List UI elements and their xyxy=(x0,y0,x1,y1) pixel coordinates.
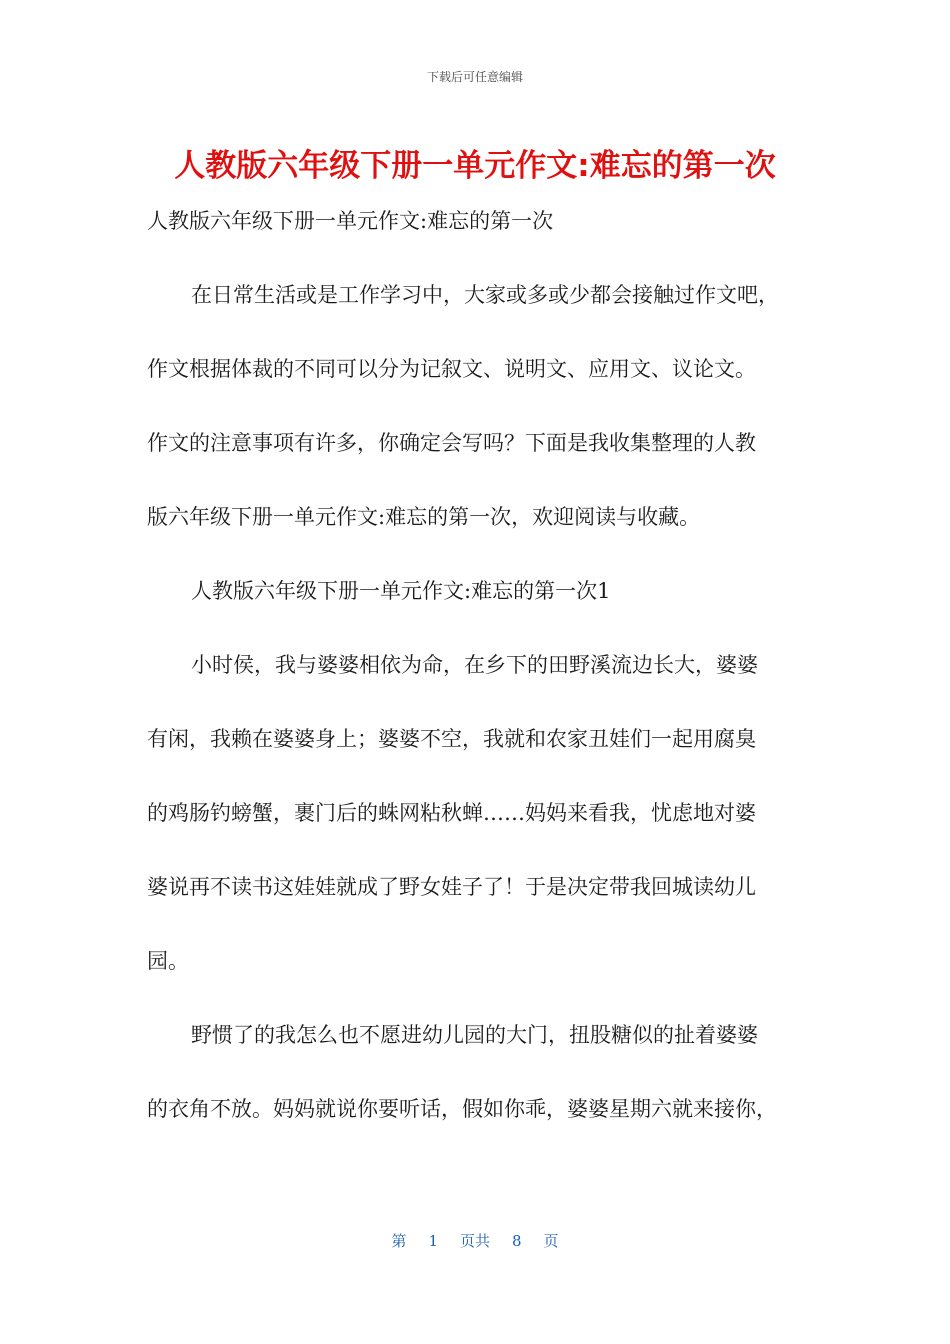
footer-ye-gong: 页共 xyxy=(459,1232,490,1250)
paragraph-line: 小时侯，我与婆婆相依为命，在乡下的田野溪流边长大，婆婆 xyxy=(191,653,758,677)
page-footer xyxy=(0,1230,950,1251)
footer-page-number: 1 xyxy=(428,1232,438,1250)
footer-di: 第 xyxy=(391,1232,407,1250)
document-body xyxy=(147,203,807,1128)
document-title: 人教版六年级下册一单元作文:难忘的第一次 xyxy=(174,148,776,184)
section-heading: 人教版六年级下册一单元作文:难忘的第一次1 xyxy=(191,579,611,603)
paragraph-line: 婆说再不读书这娃娃就成了野女娃子了！于是决定带我回城读幼儿 xyxy=(147,875,756,899)
paragraph-line: 在日常生活或是工作学习中，大家或多或少都会接触过作文吧， xyxy=(191,283,779,307)
paragraph-line: 作文根据体裁的不同可以分为记叙文、说明文、应用文、议论文。 xyxy=(147,357,756,381)
footer-ye: 页 xyxy=(543,1232,559,1250)
paragraph-line: 的鸡肠钓螃蟹，裹门后的蛛网粘秋蝉……妈妈来看我，忧虑地对婆 xyxy=(147,801,756,825)
paragraph-line: 园。 xyxy=(147,949,189,973)
paragraph-line: 野惯了的我怎么也不愿进幼儿园的大门，扭股糖似的扯着婆婆 xyxy=(191,1023,758,1047)
subtitle-line: 人教版六年级下册一单元作文:难忘的第一次 xyxy=(147,209,554,233)
paragraph-line: 作文的注意事项有许多，你确定会写吗？下面是我收集整理的人教 xyxy=(147,431,756,455)
footer-total-pages: 8 xyxy=(512,1232,522,1250)
paragraph-line: 的衣角不放。妈妈就说你要听话，假如你乖，婆婆星期六就来接你， xyxy=(147,1097,777,1121)
paragraph-line: 版六年级下册一单元作文:难忘的第一次，欢迎阅读与收藏。 xyxy=(147,505,701,529)
paragraph-line: 有闲，我赖在婆婆身上；婆婆不空，我就和农家丑娃们一起用腐臭 xyxy=(147,727,756,751)
header-note: 下载后可任意编辑 xyxy=(426,70,523,84)
